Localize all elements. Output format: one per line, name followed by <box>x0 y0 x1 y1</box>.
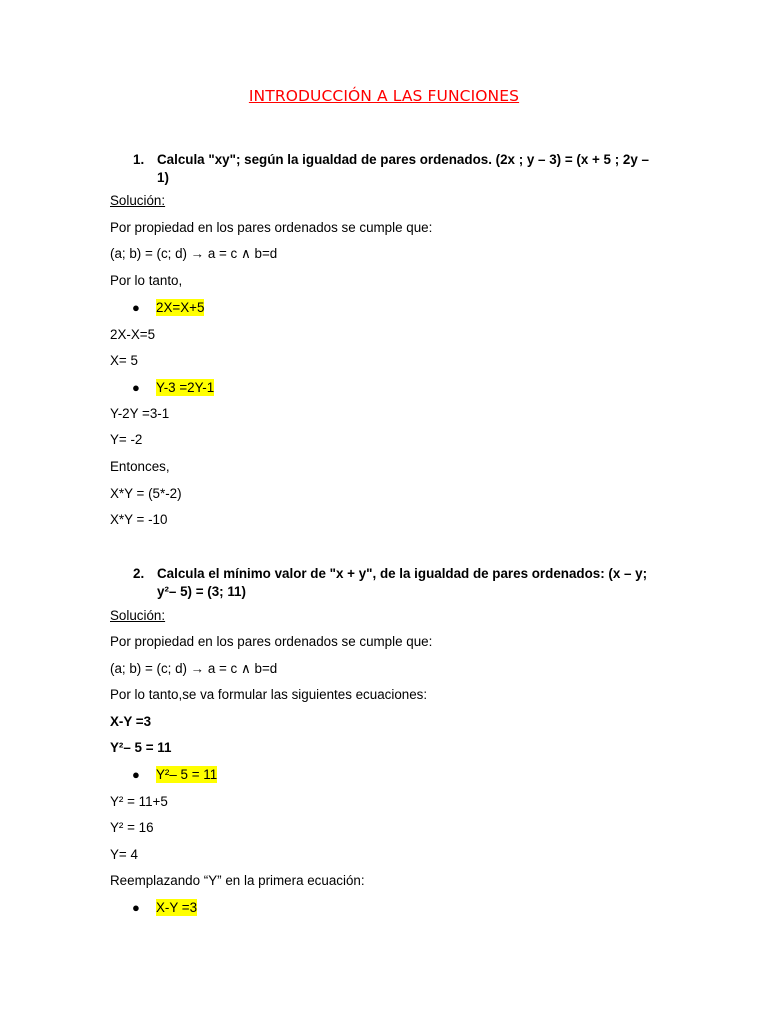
text-line: Y² = 16 <box>110 820 154 835</box>
list-item <box>132 380 214 395</box>
problem-text: Calcula "xy"; según la igualdad de pares ordenados. (2x ; y – 3) = (x + 5 ; 2y – 1) <box>157 152 649 185</box>
document-title: INTRODUCCIÓN A LAS FUNCIONES <box>248 87 520 105</box>
bullet-icon: ● <box>132 900 140 915</box>
text-line: Y= 4 <box>110 847 138 862</box>
text-line: Por lo tanto,se va formular las siguientes ecuaciones: <box>110 687 428 702</box>
bullet-icon: ● <box>132 380 140 395</box>
solution-label: Solución: <box>110 193 166 208</box>
problem-number: 1. <box>133 152 145 167</box>
problem-2-statement <box>133 565 653 601</box>
text-line: X*Y = (5*-2) <box>110 486 182 501</box>
text-line: Por propiedad en los pares ordenados se cumple que: <box>110 220 433 235</box>
problem-text: Calcula el mínimo valor de "x + y", de la igualdad de pares ordenados: (x – y; y²– 5) = (3; 11) <box>157 566 648 599</box>
text-line: Y² = 11+5 <box>110 794 168 809</box>
list-item <box>132 767 217 782</box>
bullet-icon: ● <box>132 767 140 782</box>
highlighted-equation: Y²– 5 = 11 <box>156 767 218 782</box>
equation-line: X-Y =3 <box>110 714 152 729</box>
text-line: Entonces, <box>110 459 170 474</box>
text-line: Reemplazando “Y” en la primera ecuación: <box>110 873 365 888</box>
highlighted-equation: Y-3 =2Y-1 <box>156 380 215 395</box>
highlighted-equation: 2X=X+5 <box>156 300 205 315</box>
text-line: Y-2Y =3-1 <box>110 406 170 421</box>
text-line: Y= -2 <box>110 432 143 447</box>
list-item <box>132 900 197 915</box>
text-line: 2X-X=5 <box>110 327 156 342</box>
equation-line: Y²– 5 = 11 <box>110 740 172 755</box>
list-item <box>132 300 204 315</box>
solution-label: Solución: <box>110 608 166 623</box>
highlighted-equation: X-Y =3 <box>156 900 198 915</box>
text-line: (a; b) = (c; d) → a = c ∧ b=d <box>110 661 278 676</box>
problem-number: 2. <box>133 566 145 581</box>
problem-1-statement <box>133 151 653 187</box>
text-line: (a; b) = (c; d) → a = c ∧ b=d <box>110 246 278 261</box>
text-line: Por lo tanto, <box>110 273 183 288</box>
text-line: X= 5 <box>110 353 138 368</box>
bullet-icon: ● <box>132 300 140 315</box>
text-line: X*Y = -10 <box>110 512 168 527</box>
text-line: Por propiedad en los pares ordenados se cumple que: <box>110 634 433 649</box>
